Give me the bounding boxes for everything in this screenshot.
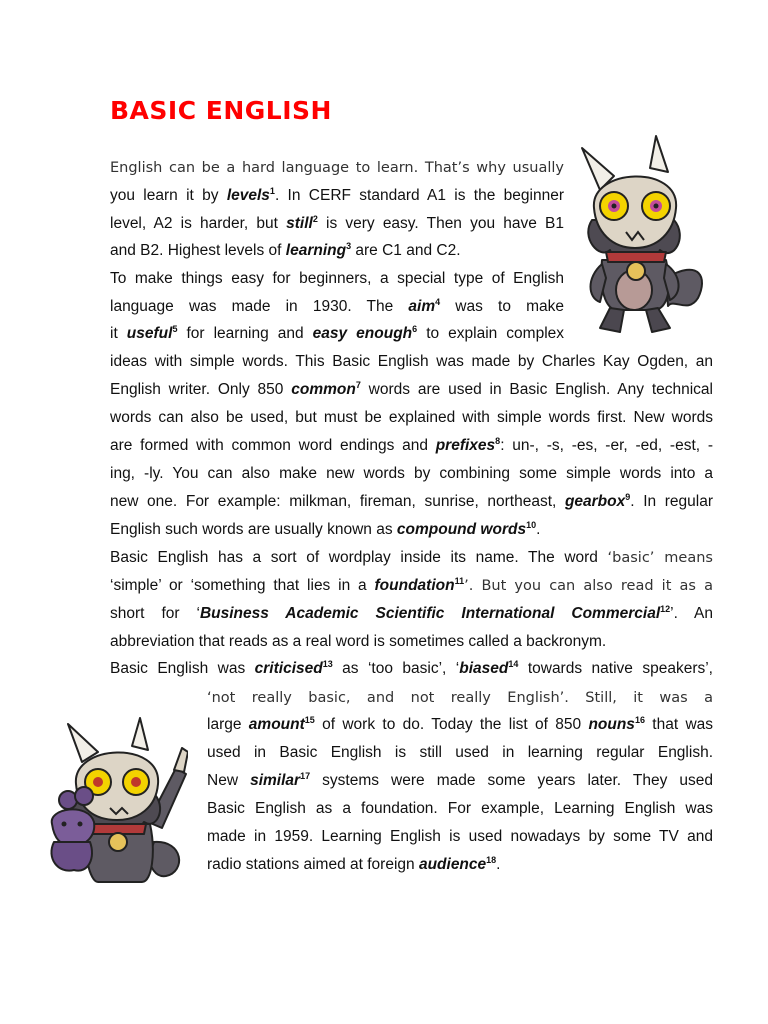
keyword: audience <box>418 856 487 873</box>
keyword: learning <box>285 242 347 259</box>
character-illustration-top <box>570 128 710 343</box>
text-line: you learn it by levels$^1$. In CERF standard A1 is the beginner <box>110 186 564 204</box>
keyword: common <box>291 381 356 398</box>
text-line: English writer. Only 850 common$^7$ words are used in Basic English. Any technical <box>110 380 713 398</box>
footnote-ref: 13 <box>322 659 333 669</box>
text-line: Basic English was criticised$^{13}$ as ‘too basic’, ‘biased$^{14}$ towards native speakers’, <box>110 659 713 677</box>
text-line: English such words are usually known as compound words$^{10}$. <box>110 520 541 538</box>
keyword: gearbox <box>564 493 626 510</box>
footnote-ref: 2 <box>312 214 318 224</box>
footnote-ref: 14 <box>508 659 519 669</box>
text-line: Basic English as a foundation. For example, Learning English was <box>207 800 713 817</box>
text-line: To make things easy for beginners, a special type of English <box>110 270 564 287</box>
text-line: and B2. Highest levels of learning$^3$ are C1 and C2. <box>110 241 461 259</box>
text-line: English can be a hard language to learn. That’s why usually <box>110 160 564 176</box>
text-line: radio stations aimed at foreign audience$^{18}$. <box>207 855 501 873</box>
footnote-ref: 17 <box>300 771 311 781</box>
keyword: similar <box>250 772 301 789</box>
text-line: abbreviation that reads as a real word is sometimes called a backronym. <box>110 633 607 650</box>
text-line: large amount$^{15}$ of work to do. Today the list of 850 nouns$^{16}$ that was <box>207 715 714 733</box>
keyword: criticised <box>254 660 323 677</box>
text-line: language was made in 1930. The aim$^4$ was to make <box>110 297 565 315</box>
keyword: amount <box>248 716 305 733</box>
footnote-ref: 5 <box>172 324 178 334</box>
keyword: useful <box>126 325 173 342</box>
footnote-ref: 6 <box>412 324 418 334</box>
footnote-ref: 7 <box>355 380 361 390</box>
text-line: level, A2 is harder, but still$^2$ is very easy. Then you have B1 <box>110 214 564 232</box>
page-title: BASIC ENGLISH <box>110 96 332 125</box>
footnote-ref: 9 <box>625 492 631 502</box>
text-line: new one. For example: milkman, fireman, sunrise, northeast, gearbox$^9$. In regular <box>110 492 713 510</box>
keyword: biased <box>459 660 509 677</box>
text-line: words can also be used, but must be explained with simple words first. New words <box>110 409 713 426</box>
character-illustration-bottom <box>38 712 188 884</box>
footnote-ref: 10 <box>526 520 537 530</box>
footnote-ref: 11 <box>454 576 465 586</box>
text-line: ‘simple’ or ‘something that lies in a foundation$^{11}$’. But you can also read it as a <box>110 576 713 594</box>
keyword: foundation <box>374 577 455 594</box>
footnote-ref: 12 <box>660 604 671 614</box>
text-line: short for ‘Business Academic Scientific International Commercial$^{12}$’. An <box>110 604 713 622</box>
text-line: Basic English has a sort of wordplay inside its name. The word ‘basic’ means <box>110 549 713 566</box>
text-line: are formed with common word endings and prefixes$^8$: un-, -s, -es, -er, -ed, -est, - <box>110 436 713 454</box>
keyword: easy enough <box>312 325 413 342</box>
text-line: ing, -ly. You can also make new words by combining some simple words into a <box>110 465 713 482</box>
keyword: levels <box>226 187 270 204</box>
text-line: it useful$^5$ for learning and easy enough$^6$ to explain complex <box>110 324 565 342</box>
keyword: aim <box>408 298 436 315</box>
keyword: still <box>286 215 313 232</box>
footnote-ref: 8 <box>495 436 501 446</box>
keyword: prefixes <box>435 437 496 454</box>
footnote-ref: 4 <box>435 297 441 307</box>
text-line: New similar$^{17}$ systems were made some years later. They used <box>207 771 713 789</box>
keyword: Business Academic Scientific International Commercial <box>199 605 661 622</box>
footnote-ref: 15 <box>304 715 315 725</box>
text-line: ‘not really basic, and not really English’. Still, it was a <box>207 690 713 706</box>
footnote-ref: 3 <box>346 241 352 251</box>
footnote-ref: 16 <box>634 715 645 725</box>
keyword: nouns <box>588 716 635 733</box>
text-line: used in Basic English is still used in learning regular English. <box>207 744 713 761</box>
keyword: compound words <box>396 521 527 538</box>
text-line: ideas with simple words. This Basic English was made by Charles Kay Ogden, an <box>110 353 713 370</box>
footnote-ref: 18 <box>486 855 497 865</box>
text-line: made in 1959. Learning English is used nowadays by some TV and <box>207 828 713 845</box>
footnote-ref: 1 <box>269 186 275 196</box>
